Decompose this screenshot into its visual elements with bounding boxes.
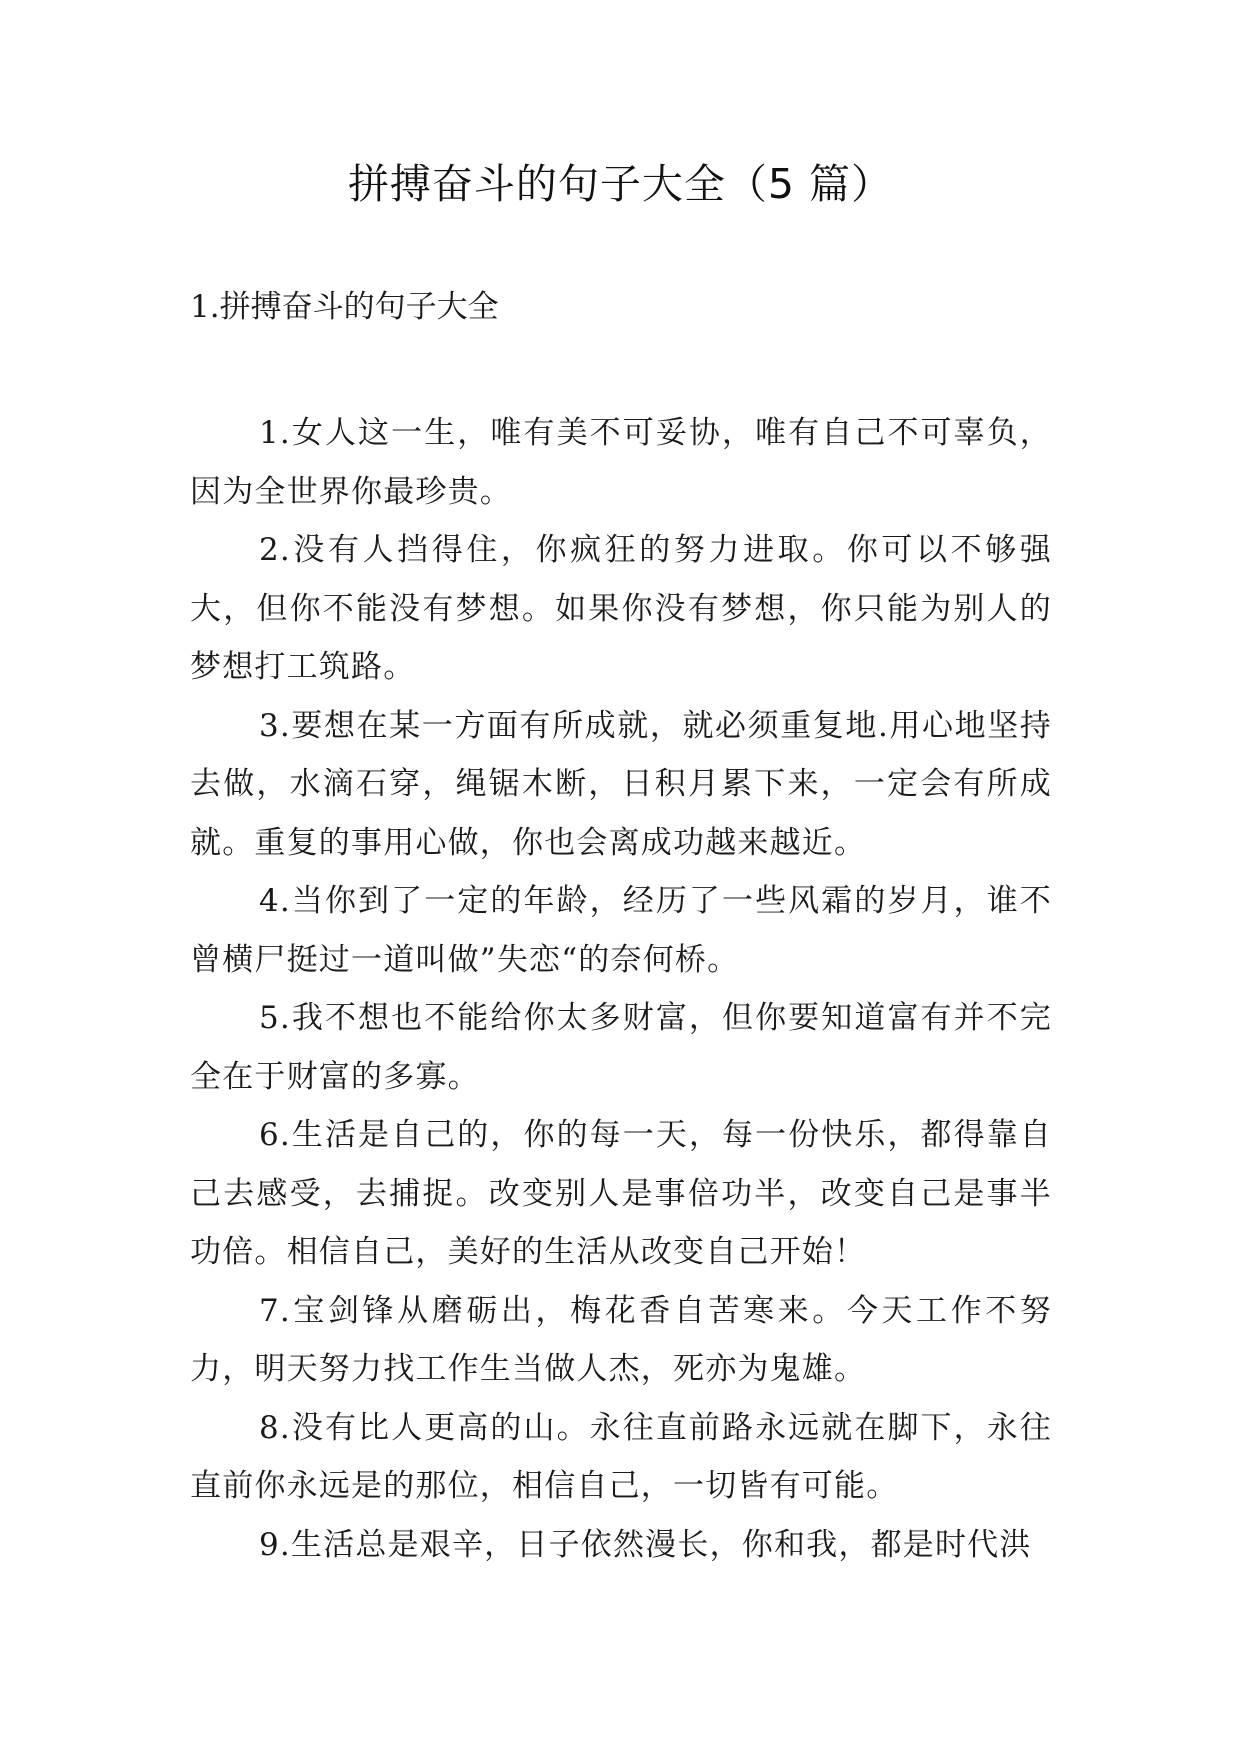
body-text xyxy=(190,404,1052,1574)
paragraph: 3.要想在某一方面有所成就，就必须重复地.用心地坚持去做，水滴石穿，绳锯木断，日积月累下来，一定会有所成就。重复的事用心做，你也会离成功越来越近。 xyxy=(190,707,1052,861)
paragraph: 4.当你到了一定的年龄，经历了一些风霜的岁月，谁不曾横尸挺过一道叫做”失恋“的奈何桥。 xyxy=(190,883,1052,978)
paragraph: 1.女人这一生，唯有美不可妥协，唯有自己不可辜负，因为全世界你最珍贵。 xyxy=(190,415,1052,510)
paragraph: 2.没有人挡得住，你疯狂的努力进取。你可以不够强大，但你不能没有梦想。如果你没有梦想，你只能为别人的梦想打工筑路。 xyxy=(190,532,1052,685)
paragraph: 6.生活是自己的，你的每一天，每一份快乐，都得靠自己去感受，去捕捉。改变别人是事倍功半，改变自己是事半功倍。相信自己，美好的生活从改变自己开始！ xyxy=(190,1117,1052,1270)
paragraph: 7.宝剑锋从磨砺出，梅花香自苦寒来。今天工作不努力，明天努力找工作生当做人杰，死亦为鬼雄。 xyxy=(190,1292,1052,1387)
paragraph: 5.我不想也不能给你太多财富，但你要知道富有并不完全在于财富的多寡。 xyxy=(190,1000,1052,1095)
paragraph: 8.没有比人更高的山。永往直前路永远就在脚下，永往直前你永远是的那位，相信自己，一切皆有可能。 xyxy=(190,1409,1052,1504)
document-title: 拼搏奋斗的句子大全（5 篇） xyxy=(347,160,894,208)
section-heading: 1.拼搏奋斗的句子大全 xyxy=(190,289,499,325)
paragraph: 9.生活总是艰辛，日子依然漫长，你和我，都是时代洪 xyxy=(259,1526,1032,1563)
